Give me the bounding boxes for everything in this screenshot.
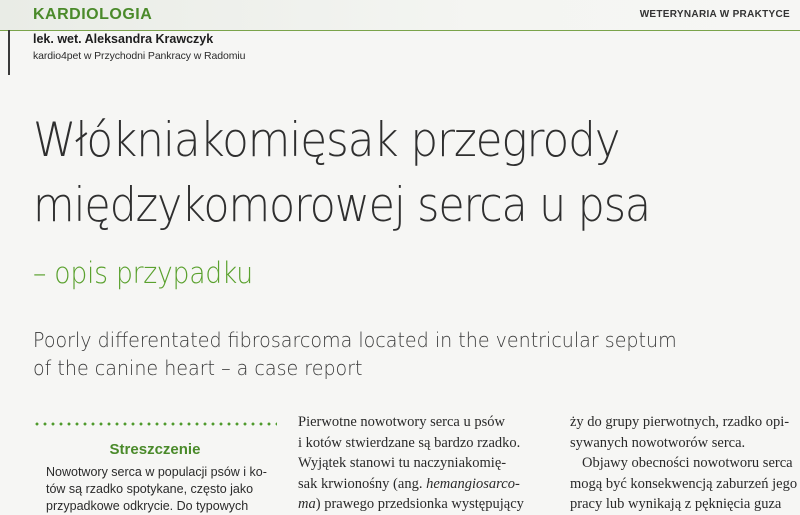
left-margin-rule — [8, 30, 10, 75]
body-line: sywanych nowotworów serca. — [570, 434, 746, 451]
abstract-line: tów są rzadko spotykane, często jako — [46, 482, 254, 496]
body-line — [298, 474, 546, 495]
body-text: sak krwionośny (ang. — [298, 475, 427, 492]
abstract-text — [46, 464, 278, 515]
body-line: i kotów stwierdzane są bardzo rzadko. — [298, 434, 521, 451]
article-title-line-2: międzykomorowej serca u psa — [33, 178, 651, 233]
abstract-heading: Streszczenie — [109, 441, 201, 458]
abstract-line: Nowotwory serca w populacji psów i ko- — [46, 465, 267, 479]
body-line: Objawy obecności nowotworu serca — [582, 455, 793, 471]
body-column-3 — [570, 412, 800, 515]
abstract-line: przypadkowe odkrycie. Do typowych — [46, 499, 249, 513]
author-name: lek. wet. Aleksandra Krawczyk — [33, 32, 214, 46]
english-title-line-1: Poorly differentated fibrosarcoma located in the ventricular septum — [33, 328, 677, 352]
body-line: Pierwotne nowotwory serca u psów — [298, 414, 505, 430]
body-text: ) prawego przedsionka występujący — [315, 496, 524, 512]
italic-term: hemangiosarco- — [426, 475, 520, 492]
journal-name: WETERYNARIA W PRAKTYCE — [639, 9, 790, 20]
section-label: KARDIOLOGIA — [33, 6, 153, 23]
body-column-2 — [298, 412, 546, 515]
article-title-line-1: Włókniakomięsak przegrody — [33, 113, 620, 168]
body-line: pracy lub wynikają z pęknięcia guza — [570, 496, 782, 512]
english-title-line-2: of the canine heart – a case report — [33, 356, 363, 380]
header-bar — [0, 0, 800, 31]
italic-term: ma — [298, 496, 316, 512]
body-line: mogą być konsekwencją zaburzeń jego — [570, 475, 798, 492]
article-subtitle: – opis przypadku — [33, 256, 253, 290]
dotted-divider — [33, 422, 277, 426]
body-line — [298, 494, 546, 515]
author-affiliation: kardio4pet w Przychodni Pankracy w Radomiu — [33, 50, 246, 62]
body-line: Wyjątek stanowi tu naczyniakomię- — [298, 455, 507, 471]
body-line: ży do grupy pierwotnych, rzadko opi- — [570, 414, 790, 430]
